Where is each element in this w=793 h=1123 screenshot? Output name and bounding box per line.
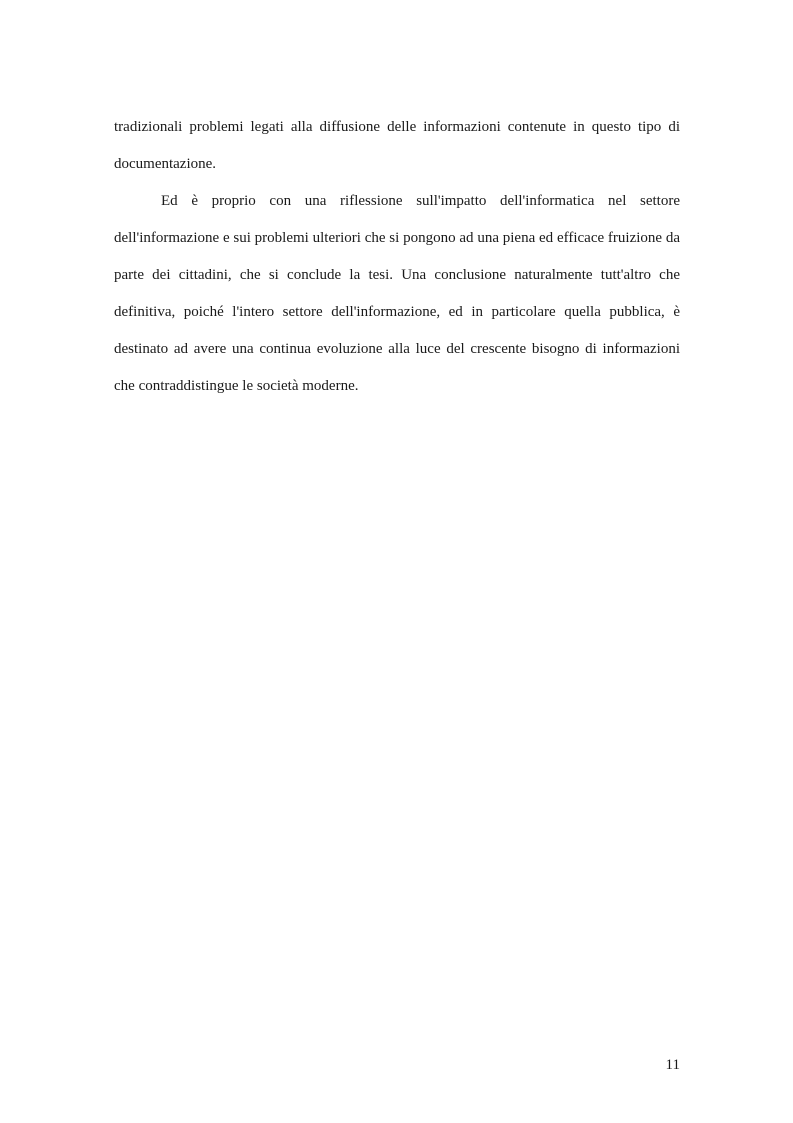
paragraph-continuation: tradizionali problemi legati alla diffusione delle informazioni contenute in questo tipo di documentazione. [114,119,680,172]
paragraph-conclusion: Ed è proprio con una riflessione sull'impatto dell'informatica nel settore dell'informazione e sui problemi ulteriori che si pongono ad una piena ed efficace fruizione da parte dei cittadini, che si conclude la tesi. Una conclusione naturalmente tutt'altro che definitiva, poiché l'intero settore dell'informazione, ed in particolare quella pubblica, è destinato ad avere una continua evoluzione alla luce del crescente bisogno di informazioni che contraddistingue le società moderne. [114,193,680,394]
page-number: 11 [665,1057,680,1073]
body-text [114,109,680,405]
